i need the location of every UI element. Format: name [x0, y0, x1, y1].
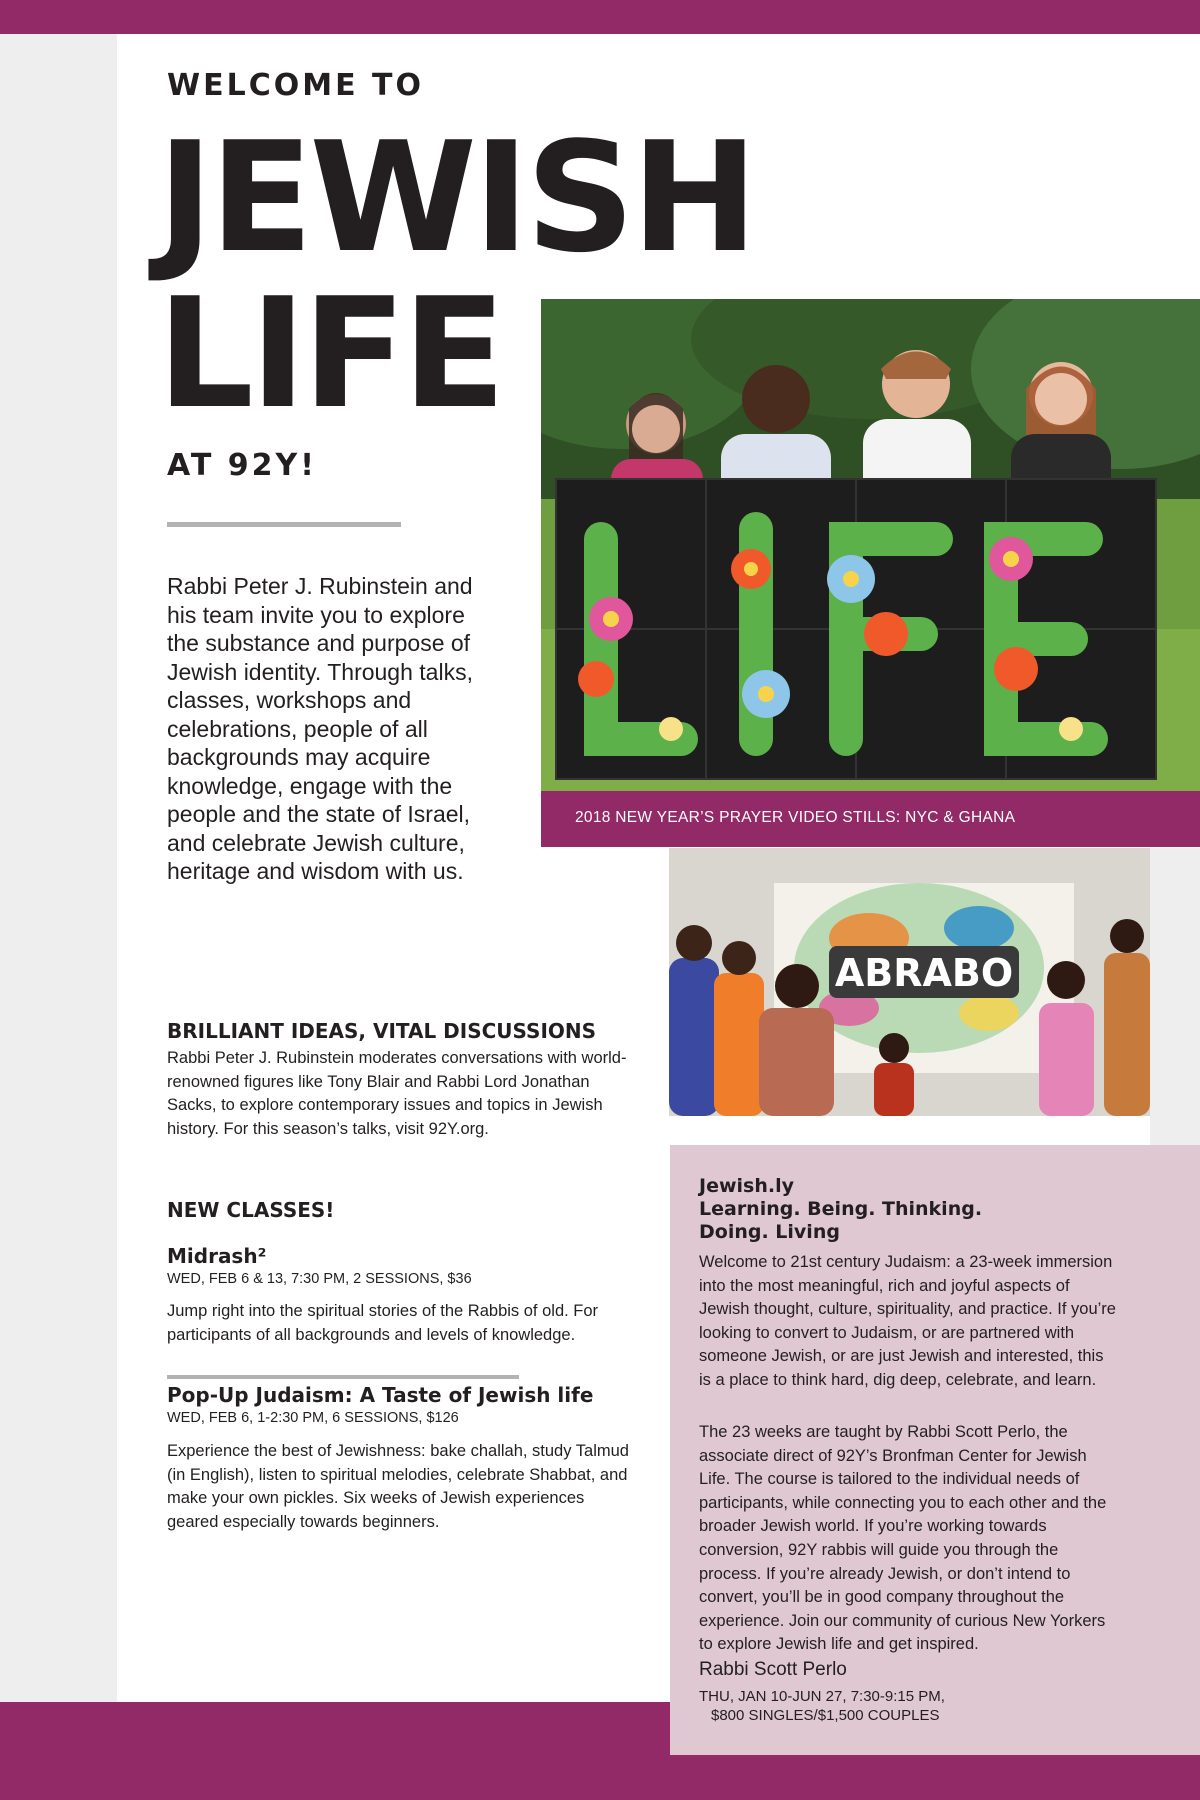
photo-caption-bar: [541, 791, 1200, 847]
jewishly-heading-line2: Learning. Being. Thinking.: [699, 1198, 983, 1220]
jewishly-schedule-line1: THU, JAN 10-JUN 27, 7:30-9:15 PM,: [699, 1688, 945, 1705]
jewishly-teacher: Rabbi Scott Perlo: [699, 1659, 847, 1680]
top-accent-bar: [0, 0, 1200, 34]
class-body-midrash: Jump right into the spiritual stories of the Rabbis of old. For participants of all backgrounds and levels of knowledge.: [167, 1302, 599, 1344]
jewishly-paragraph-1: Welcome to 21st century Judaism: a 23-week immersion into the most meaningful, rich and joyful aspects of Jewish thought, culture, spirituality, and practice. If you’re looking to convert to Judaism, or are partnered with someone Jewish, or are just Jewish and interested, this is a place to think hard, dig deep, celebrate, and learn.: [699, 1253, 1116, 1389]
jewishly-course-box: [670, 1145, 1200, 1755]
new-classes-heading: NEW CLASSES!: [167, 1198, 335, 1222]
class-date-midrash: WED, FEB 6 & 13, 7:30 PM, 2 SESSIONS, $36: [167, 1271, 472, 1287]
jewishly-heading-line3: Doing. Living: [699, 1221, 840, 1243]
class-title-popup: Pop-Up Judaism: A Taste of Jewish life: [167, 1383, 594, 1407]
class-date-popup: WED, FEB 6, 1-2:30 PM, 6 SESSIONS, $126: [167, 1410, 459, 1426]
jewishly-schedule-line2: $800 SINGLES/$1,500 COUPLES: [711, 1707, 940, 1724]
welcome-kicker: WELCOME TO: [167, 68, 424, 103]
divider-rule: [167, 522, 401, 527]
class-divider-rule: [167, 1375, 519, 1379]
jewishly-paragraph-2: The 23 weeks are taught by Rabbi Scott Perlo, the associate direct of 92Y’s Bronfman Center for Jewish Life. The course is tailored to the individual needs of participants, while connecting you to each other and the broader Jewish world. If you’re working towards conversion, 92Y rabbis will guide you through the process. If you’re already Jewish, or don’t intend to convert, you’ll be in good company throughout the experience. Join our community of curious New Yorkers to explore Jewish life and get inspired.: [699, 1423, 1107, 1654]
intro-paragraph: Rabbi Peter J. Rubinstein and his team invite you to explore the substance and purpose of Jewish identity. Through talks, classes, workshops and celebrations, people of all backgrounds may acquire knowledge, engage with the people and the state of Israel, and celebrate Jewish culture, heritage and wisdom with us.: [167, 573, 473, 884]
abrabo-banner-text: ABRABO: [834, 951, 1014, 995]
left-grey-strip: [0, 34, 117, 1702]
jewishly-schedule: [699, 1687, 999, 1725]
brilliant-heading: BRILLIANT IDEAS, VITAL DISCUSSIONS: [167, 1019, 597, 1043]
photo-caption: 2018 NEW YEAR’S PRAYER VIDEO STILLS: NYC & GHANA: [575, 809, 1016, 826]
subtitle-at-92y: AT 92Y!: [167, 448, 317, 483]
title-jewish: JEWISH: [157, 109, 755, 286]
jewishly-heading: [699, 1175, 1159, 1244]
class-title-midrash: Midrash²: [167, 1244, 267, 1268]
class-body-popup: Experience the best of Jewishness: bake challah, study Talmud (in English), listen to spiritual melodies, celebrate Shabbat, and make your own pickles. Six weeks of Jewish experiences geared especially towards beginners.: [167, 1442, 629, 1531]
life-sign-photo: [541, 299, 1200, 791]
jewishly-heading-line1: Jewish.ly: [699, 1175, 794, 1197]
right-grey-strip: [1150, 848, 1200, 1146]
abrabo-banner-photo: [669, 848, 1150, 1116]
title-life: LIFE: [157, 265, 503, 442]
brilliant-body: Rabbi Peter J. Rubinstein moderates conversations with world-renowned figures like Tony Blair and Rabbi Lord Jonathan Sacks, to explore contemporary issues and topics in Jewish history. For this season’s talks, visit 92Y.org.: [167, 1049, 627, 1138]
